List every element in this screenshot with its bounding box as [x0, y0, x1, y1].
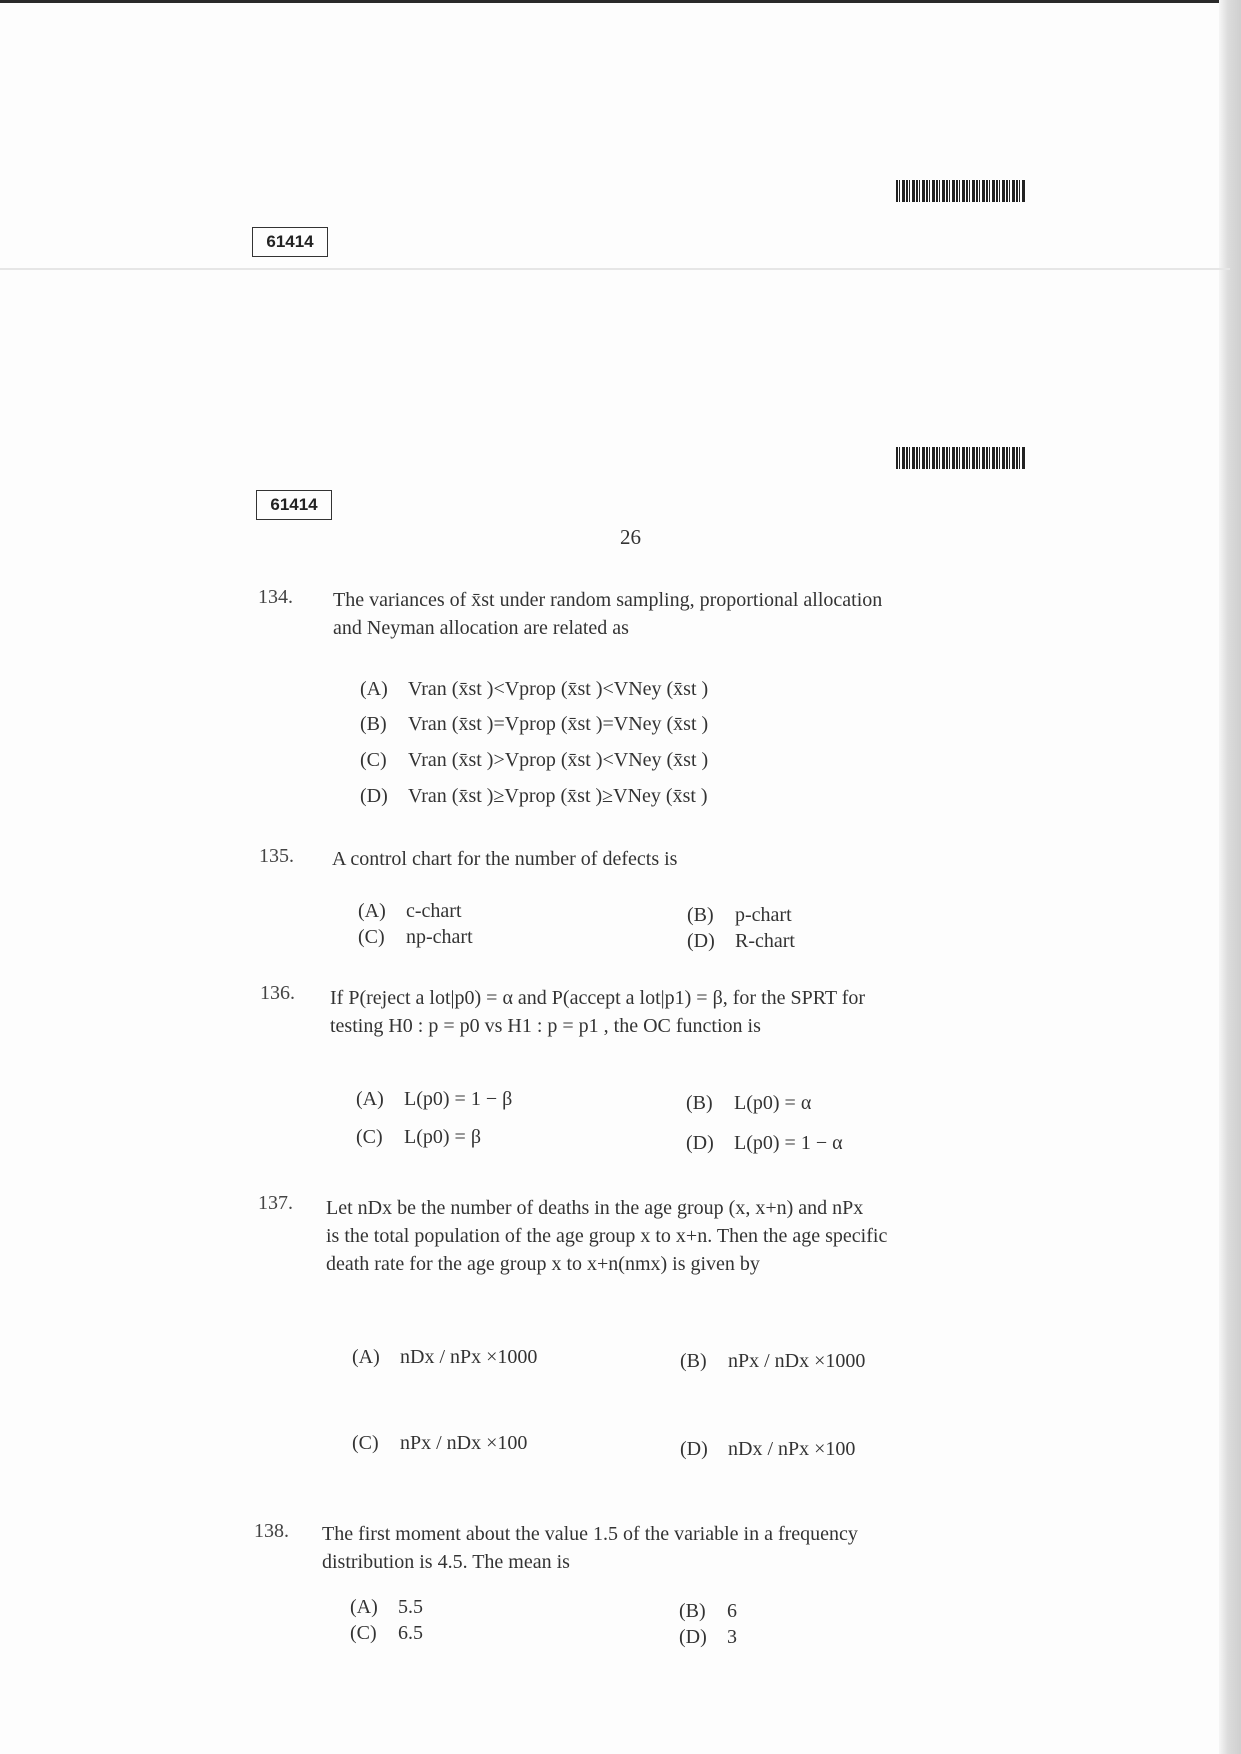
question-137-option-b: (B) nPx / nDx ×1000	[680, 1350, 866, 1372]
question-134-text	[333, 586, 882, 642]
question-134-line2: and Neyman allocation are related as	[333, 617, 629, 639]
question-136-text	[330, 984, 865, 1040]
question-135-text: A control chart for the number of defects is	[332, 848, 678, 870]
scan-right-edge	[1219, 0, 1241, 1754]
question-135-number: 135.	[259, 845, 294, 867]
question-138-option-b: (B) 6	[679, 1600, 737, 1622]
question-134-option-a: (A) Vran (x̄st )<Vprop (x̄st )<VNey (x̄st )	[360, 678, 709, 700]
question-135-option-c: (C) np-chart	[358, 926, 473, 948]
question-135-option-b: (B) p-chart	[687, 904, 792, 926]
question-135-option-d: (D) R-chart	[687, 930, 795, 952]
question-136-option-b: (B) L(p0) = α	[686, 1092, 812, 1114]
overlapping-sheet-edge	[0, 268, 1230, 270]
question-136-option-c: (C) L(p0) = β	[356, 1126, 481, 1148]
question-138-option-a: (A) 5.5	[350, 1596, 423, 1618]
paper-code-top: 61414	[252, 227, 328, 257]
question-138-number: 138.	[254, 1520, 289, 1542]
question-137-number: 137.	[258, 1192, 293, 1214]
question-134-number: 134.	[258, 586, 293, 608]
question-137-line3: death rate for the age group x to x+n(nmx) is given by	[326, 1253, 760, 1275]
question-138-line1: The first moment about the value 1.5 of the variable in a frequency	[322, 1523, 858, 1545]
page-number: 26	[620, 525, 641, 549]
question-136-option-d: (D) L(p0) = 1 − α	[686, 1132, 843, 1154]
question-137-line2: is the total population of the age group x to x+n. Then the age specific	[326, 1225, 888, 1247]
question-138-option-c: (C) 6.5	[350, 1622, 423, 1644]
question-137-text	[326, 1194, 887, 1278]
question-138-line2: distribution is 4.5. The mean is	[322, 1551, 570, 1573]
barcode-main	[896, 447, 1026, 469]
barcode-top	[896, 180, 1026, 202]
question-137-option-c: (C) nPx / nDx ×100	[352, 1432, 528, 1454]
question-137-option-a: (A) nDx / nPx ×1000	[352, 1346, 538, 1368]
question-136-option-a: (A) L(p0) = 1 − β	[356, 1088, 513, 1110]
question-136-number: 136.	[260, 982, 295, 1004]
paper-code-main: 61414	[256, 490, 332, 520]
question-137-option-d: (D) nDx / nPx ×100	[680, 1438, 856, 1460]
question-136-line1: If P(reject a lot|p0) = α and P(accept a lot|p1) = β, for the SPRT for	[330, 987, 866, 1009]
question-134-option-c: (C) Vran (x̄st )>Vprop (x̄st )<VNey (x̄st )	[360, 749, 709, 771]
scan-top-edge	[0, 0, 1241, 3]
question-138-text	[322, 1520, 858, 1576]
question-134-option-b: (B) Vran (x̄st )=Vprop (x̄st )=VNey (x̄st )	[360, 713, 709, 735]
question-138-option-d: (D) 3	[679, 1626, 737, 1648]
question-137-line1: Let nDx be the number of deaths in the age group (x, x+n) and nPx	[326, 1197, 864, 1219]
question-134-line1: The variances of x̄st under random sampling, proportional allocation	[333, 589, 883, 611]
question-135-option-a: (A) c-chart	[358, 900, 462, 922]
question-134-option-d: (D) Vran (x̄st )≥Vprop (x̄st )≥VNey (x̄st )	[360, 785, 708, 807]
question-136-line2: testing H0 : p = p0 vs H1 : p = p1 , the OC function is	[330, 1015, 761, 1037]
